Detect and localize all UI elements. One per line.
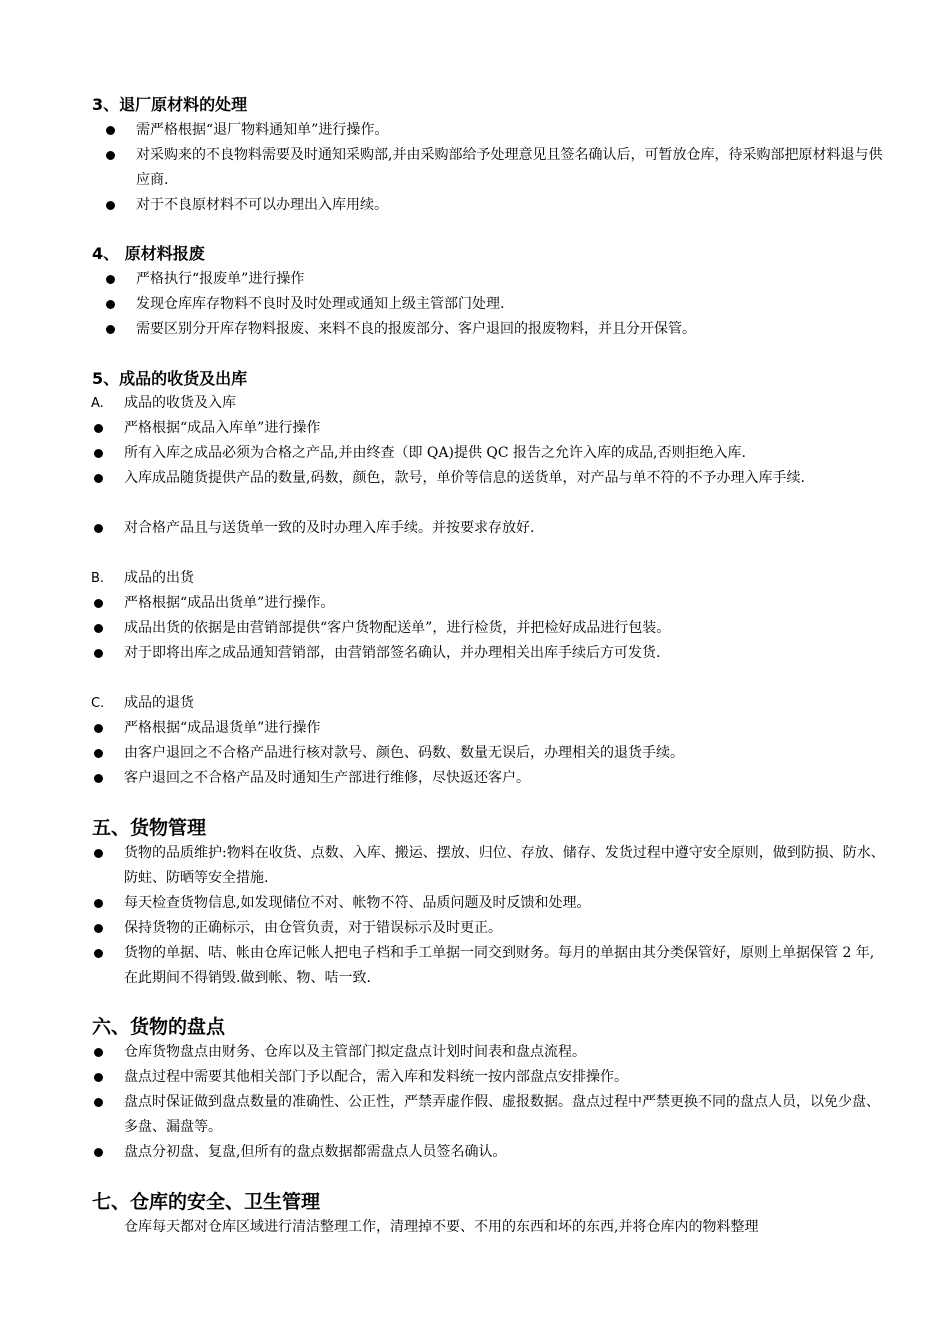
subsection-letter-b: B. [91, 571, 105, 586]
list-item: 每天检查货物信息,如发现储位不对、帐物不符、品质问题及时反馈和处理。 [124, 891, 886, 916]
list-item: 对于即将出库之成品通知营销部，由营销部签名确认，并办理相关出库手续后方可发货. [124, 641, 886, 666]
list-item: 盘点过程中需要其他相关部门予以配合，需入库和发料统一按内部盘点安排操作。 [124, 1065, 886, 1090]
bullet-icon [106, 325, 115, 334]
bullet-icon [94, 949, 103, 958]
bullet-icon [94, 724, 103, 733]
bullet-icon [94, 899, 103, 908]
list-item: 货物的单据、咭、帐由仓库记帐人把电子档和手工单据一同交到财务。每月的单据由其分类保管好，原则上单据保管 2 年,在此期间不得销毁.做到帐、物、咭一致. [124, 941, 886, 991]
list-item: 仓库每天都对仓库区域进行清洁整理工作，清理掉不要、不用的东西和坏的东西,并将仓库内的物料整理 [124, 1215, 886, 1240]
bullet-icon [106, 126, 115, 135]
bullet-icon [106, 151, 115, 160]
chapter-heading-6: 六、货物的盘点 [92, 1016, 226, 1038]
list-item: 所有入库之成品必须为合格之产品,并由终查（即 QA)提供 QC 报告之允许入库的成品,否则拒绝入库. [124, 441, 886, 466]
list-item: 严格执行“报废单”进行操作 [136, 267, 886, 292]
list-item: 入库成品随货提供产品的数量,码数，颜色，款号，单价等信息的送货单，对产品与单不符的不予办理入库手续. [124, 466, 886, 491]
bullet-icon [106, 275, 115, 284]
bullet-icon [94, 1073, 103, 1082]
bullet-icon [94, 624, 103, 633]
bullet-icon [94, 1098, 103, 1107]
subsection-letter-c: C. [91, 696, 105, 711]
bullet-icon [94, 849, 103, 858]
section-heading-4: 4、 原材料报废 [92, 244, 205, 263]
list-item: 客户退回之不合格产品及时通知生产部进行维修，尽快返还客户。 [124, 766, 886, 791]
bullet-icon [94, 649, 103, 658]
list-item: 仓库货物盘点由财务、仓库以及主管部门拟定盘点计划时间表和盘点流程。 [124, 1040, 886, 1065]
subsection-title-a: 成品的收货及入库 [124, 395, 236, 411]
list-item: 对合格产品且与送货单一致的及时办理入库手续。并按要求存放好. [124, 516, 886, 541]
subsection-title-c: 成品的退货 [124, 695, 194, 711]
list-item: 对采购来的不良物料需要及时通知采购部,并由采购部给予处理意见且签名确认后，可暂放仓库，待采购部把原材料退与供应商. [136, 143, 886, 193]
list-item: 发现仓库库存物料不良时及时处理或通知上级主管部门处理. [136, 292, 886, 317]
bullet-icon [94, 449, 103, 458]
bullet-icon [94, 749, 103, 758]
list-item: 盘点时保证做到盘点数量的准确性、公正性，严禁弄虚作假、虚报数据。盘点过程中严禁更换不同的盘点人员，以免少盘、多盘、漏盘等。 [124, 1090, 886, 1140]
list-item: 盘点分初盘、复盘,但所有的盘点数据都需盘点人员签名确认。 [124, 1140, 886, 1165]
list-item: 对于不良原材料不可以办理出入库用续。 [136, 193, 886, 218]
list-item: 严格根据“成品入库单”进行操作 [124, 416, 886, 441]
bullet-icon [94, 524, 103, 533]
list-item: 成品出货的依据是由营销部提供“客户货物配送单”，进行检货，并把检好成品进行包装。 [124, 616, 886, 641]
bullet-icon [94, 474, 103, 483]
section-heading-5: 5、成品的收货及出库 [92, 369, 248, 388]
list-item: 需要区别分开库存物料报废、来料不良的报废部分、客户退回的报废物料，并且分开保管。 [136, 317, 886, 342]
chapter-heading-7: 七、仓库的安全、卫生管理 [92, 1191, 321, 1213]
bullet-icon [94, 774, 103, 783]
list-item: 由客户退回之不合格产品进行核对款号、颜色、码数、数量无误后，办理相关的退货手续。 [124, 741, 886, 766]
list-item: 保持货物的正确标示，由仓管负责，对于错误标示及时更正。 [124, 916, 886, 941]
bullet-icon [94, 1148, 103, 1157]
list-item: 货物的品质维护:物料在收货、点数、入库、搬运、摆放、归位、存放、储存、发货过程中遵守安全原则，做到防损、防水、防蛀、防晒等安全措施. [124, 841, 886, 891]
section-heading-3: 3、退厂原材料的处理 [92, 95, 248, 114]
list-item: 严格根据“成品退货单”进行操作 [124, 716, 886, 741]
bullet-icon [94, 924, 103, 933]
bullet-icon [94, 424, 103, 433]
list-item: 需严格根据“退厂物料通知单”进行操作。 [136, 118, 886, 143]
list-item: 严格根据“成品出货单”进行操作。 [124, 591, 886, 616]
bullet-icon [106, 300, 115, 309]
chapter-heading-5: 五、货物管理 [92, 817, 207, 839]
bullet-icon [94, 599, 103, 608]
subsection-title-b: 成品的出货 [124, 570, 194, 586]
bullet-icon [106, 201, 115, 210]
subsection-letter-a: A. [91, 396, 104, 411]
bullet-icon [94, 1048, 103, 1057]
